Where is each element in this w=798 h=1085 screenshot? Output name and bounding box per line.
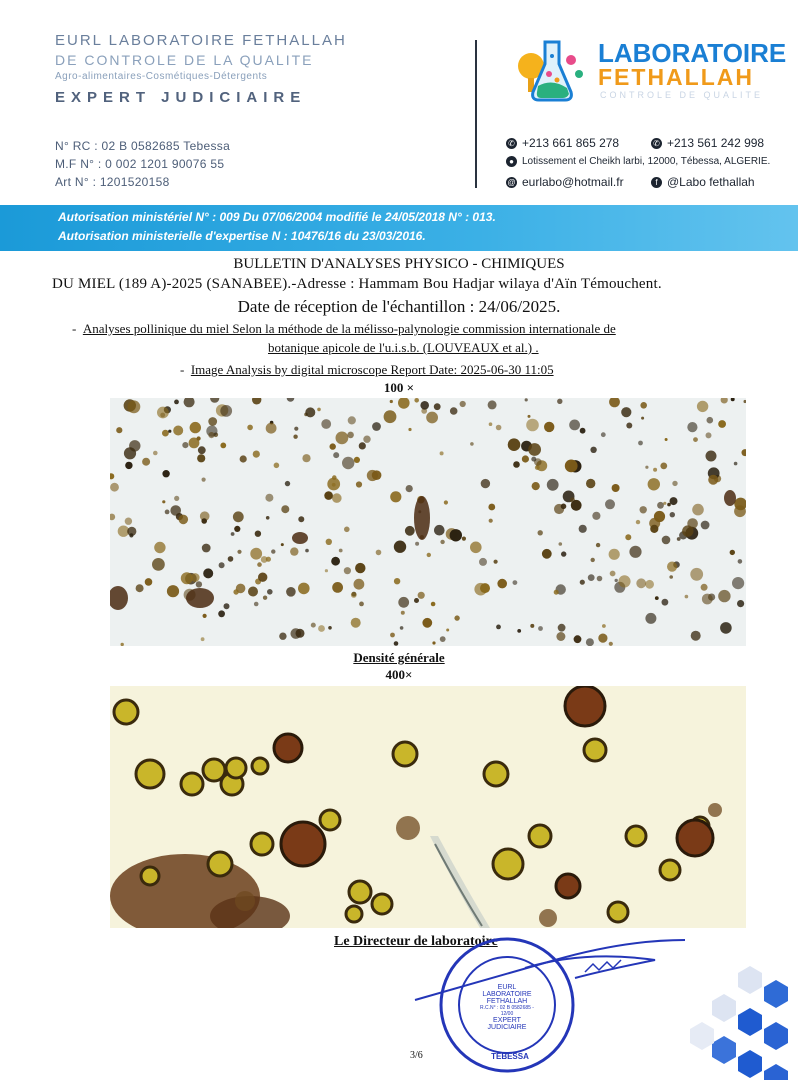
company-subtitle: DE CONTROLE DE LA QUALITE xyxy=(55,52,314,68)
expert-title: EXPERT JUDICIAIRE xyxy=(55,89,307,106)
method-line-1 xyxy=(72,321,616,337)
facebook[interactable] xyxy=(651,175,755,189)
company-domains: Agro-alimentaires-Cosmétiques-Détergents xyxy=(55,71,268,82)
stamp-line-5: JUDICIAIRE xyxy=(487,1024,527,1031)
microscope-image-100x xyxy=(110,398,746,646)
phone-1[interactable] xyxy=(506,136,619,150)
lab-flask-logo-icon xyxy=(505,34,593,106)
logo-subtitle: FETHALLAH xyxy=(598,64,754,90)
bullet-dash: - xyxy=(180,362,191,377)
stamp-line-2: FETHALLAH xyxy=(486,998,528,1005)
rc-number: N° RC : 02 B 0582685 Tebessa xyxy=(55,139,231,153)
microscope-image-400x xyxy=(110,686,746,928)
phone-icon: ✆ xyxy=(651,138,662,149)
magnification-400: 400× xyxy=(385,667,413,682)
art-number: Art N° : 1201520158 xyxy=(55,175,170,189)
mf-number: M.F N° : 0 002 1201 90076 55 xyxy=(55,157,225,171)
authorization-line-2: Autorisation ministerielle d'expertise N : 10476/16 du 23/03/2016. xyxy=(58,229,426,243)
bullet-dash: - xyxy=(72,321,83,336)
stamp-city: TEBESSA xyxy=(491,1052,529,1061)
image-analysis-text: Image Analysis by digital microscope Report Date: 2025-06-30 11:05 xyxy=(190,362,554,377)
stamp-line-3: R.C.N° : 02 B 0582685 - 12/00 xyxy=(480,1005,534,1017)
magnification-100: 100 × xyxy=(383,380,415,395)
email[interactable] xyxy=(506,175,624,189)
report-title: BULLETIN D'ANALYSES PHYSICO - CHIMIQUES xyxy=(233,256,565,272)
facebook-text: @Labo fethallah xyxy=(667,175,755,189)
header-divider xyxy=(475,40,477,188)
logo-title: LABORATOIRE xyxy=(598,38,787,68)
logo-tagline: CONTROLE DE QUALITE xyxy=(600,90,764,100)
sample-line: DU MIEL (189 A)-2025 (SANABEE).-Adresse : Hammam Bou Hadjar wilaya d'Aïn Témouchent. xyxy=(52,276,662,292)
phone-2-text: +213 561 242 998 xyxy=(667,136,765,150)
email-icon: @ xyxy=(507,177,516,187)
phone-1-text: +213 661 865 278 xyxy=(522,136,620,150)
authorization-line-1: Autorisation ministériel N° : 009 Du 07/06/2004 modifié le 24/05/2018 N° : 013. xyxy=(58,210,496,224)
location-icon: ● xyxy=(506,156,517,167)
hexagon-decoration xyxy=(690,960,798,1080)
method-text-1: Analyses pollinique du miel Selon la méthode de la mélisso-palynologie commission internationale de xyxy=(82,321,616,336)
method-line-2 xyxy=(268,340,539,356)
stamp-center-text xyxy=(477,984,537,1031)
director-signature-label: Le Directeur de laboratoire xyxy=(334,934,498,949)
image-analysis-line xyxy=(180,362,554,378)
address-text: Lotissement el Cheikh larbi, 12000, Tébessa, ALGERIE. xyxy=(522,156,771,167)
company-name: EURL LABORATOIRE FETHALLAH xyxy=(55,32,347,49)
reception-date: Date de réception de l'échantillon : 24/06/2025. xyxy=(237,297,561,316)
address xyxy=(506,156,770,167)
phone-icon: ✆ xyxy=(506,138,517,149)
method-text-2: botanique apicole de l'u.i.s.b. (LOUVEAUX et al.) . xyxy=(268,340,539,355)
caption-density: Densité générale xyxy=(353,650,445,665)
email-text: eurlabo@hotmail.fr xyxy=(522,175,624,189)
page-number: 3/6 xyxy=(410,1050,423,1061)
stamp-line-1: EURL LABORATOIRE xyxy=(482,984,532,998)
facebook-icon: f xyxy=(651,177,662,188)
stamp-line-4: EXPERT xyxy=(493,1017,521,1024)
phone-2[interactable] xyxy=(651,136,764,150)
